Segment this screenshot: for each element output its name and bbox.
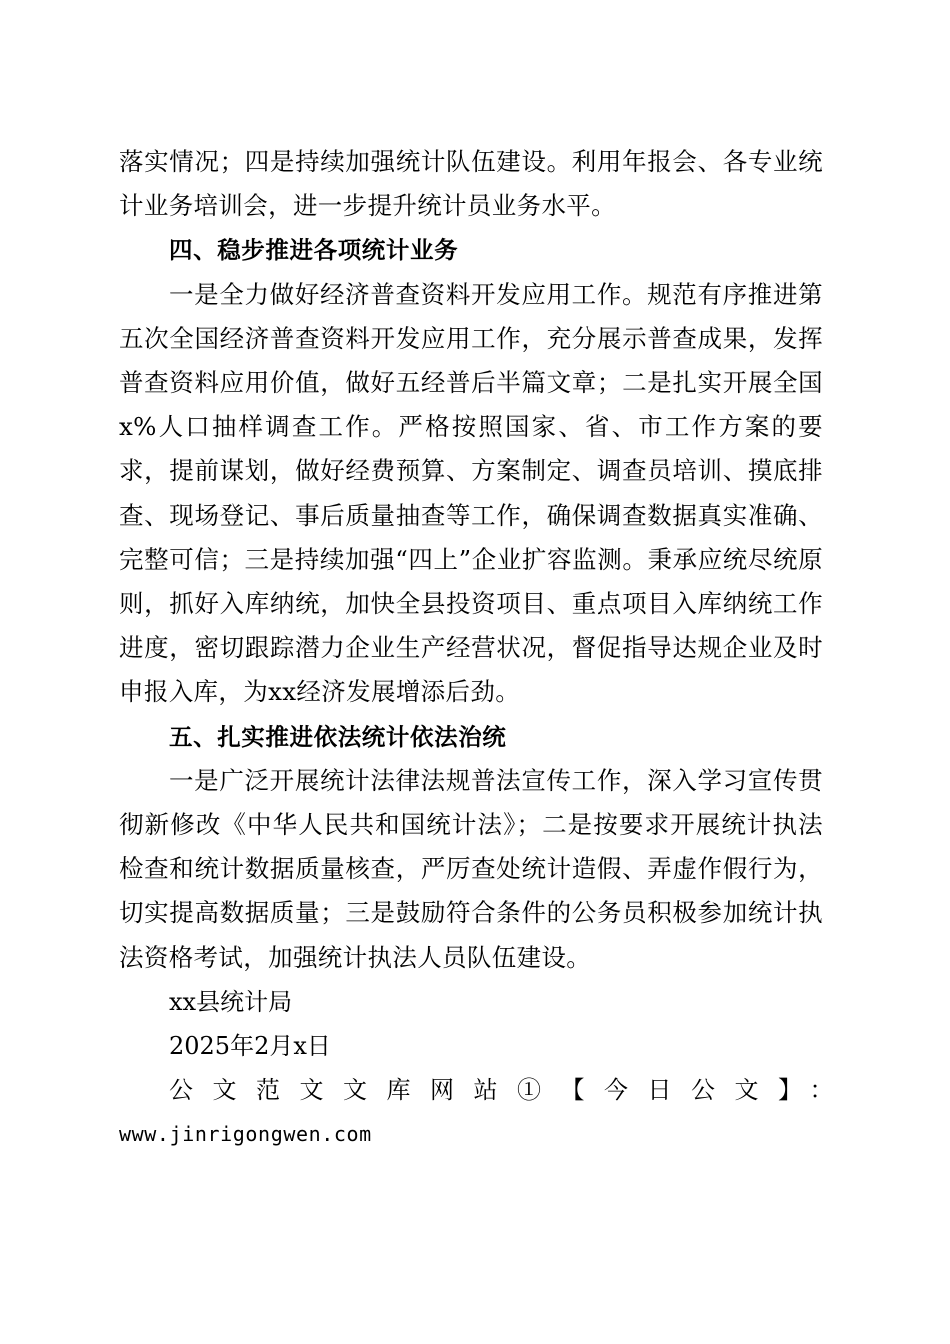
paragraph-section-5: 一是广泛开展统计法律法规普法宣传工作，深入学习宣传贯彻新修改《中华人民共和国统计法》；二是按要求开展统计执法检查和统计数据质量核查，严厉查处统计造假、弄虚作假行为，切实提高数据质量；三是鼓励符合条件的公务员积极参加统计执法资格考试，加强统计执法人员队伍建设。 xyxy=(119,765,823,972)
paragraph-continuation: 落实情况；四是持续加强统计队伍建设。利用年报会、各专业统计业务培训会，进一步提升统计员业务水平。 xyxy=(119,147,823,221)
signature-date: 2025年2月x日 xyxy=(169,1032,331,1061)
footer-site-label: 公文范文文库网站①【今日公文】： xyxy=(169,1076,853,1105)
footer-site-url[interactable]: www.jinrigongwen.com xyxy=(119,1122,372,1147)
document-page xyxy=(119,140,853,1157)
section-heading-5: 五、扎实推进依法统计依法治统 xyxy=(169,722,507,751)
paragraph-section-4: 一是全力做好经济普查资料开发应用工作。规范有序推进第五次全国经济普查资料开发应用工作，充分展示普查成果，发挥普查资料应用价值，做好五经普后半篇文章；二是扎实开展全国x%人口抽样调查工作。严格按照国家、省、市工作方案的要求，提前谋划，做好经费预算、方案制定、调查员培训、摸底排查、现场登记、事后质量抽查等工作，确保调查数据真实准确、完整可信；三是持续加强“四上”企业扩容监测。秉承应统尽统原则，抓好入库纳统，加快全县投资项目、重点项目入库纳统工作进度，密切跟踪潜力企业生产经营状况，督促指导达规企业及时申报入库，为xx经济发展增添后劲。 xyxy=(119,279,823,707)
section-heading-4: 四、稳步推进各项统计业务 xyxy=(169,236,459,265)
signature-org: xx县统计局 xyxy=(169,987,293,1016)
